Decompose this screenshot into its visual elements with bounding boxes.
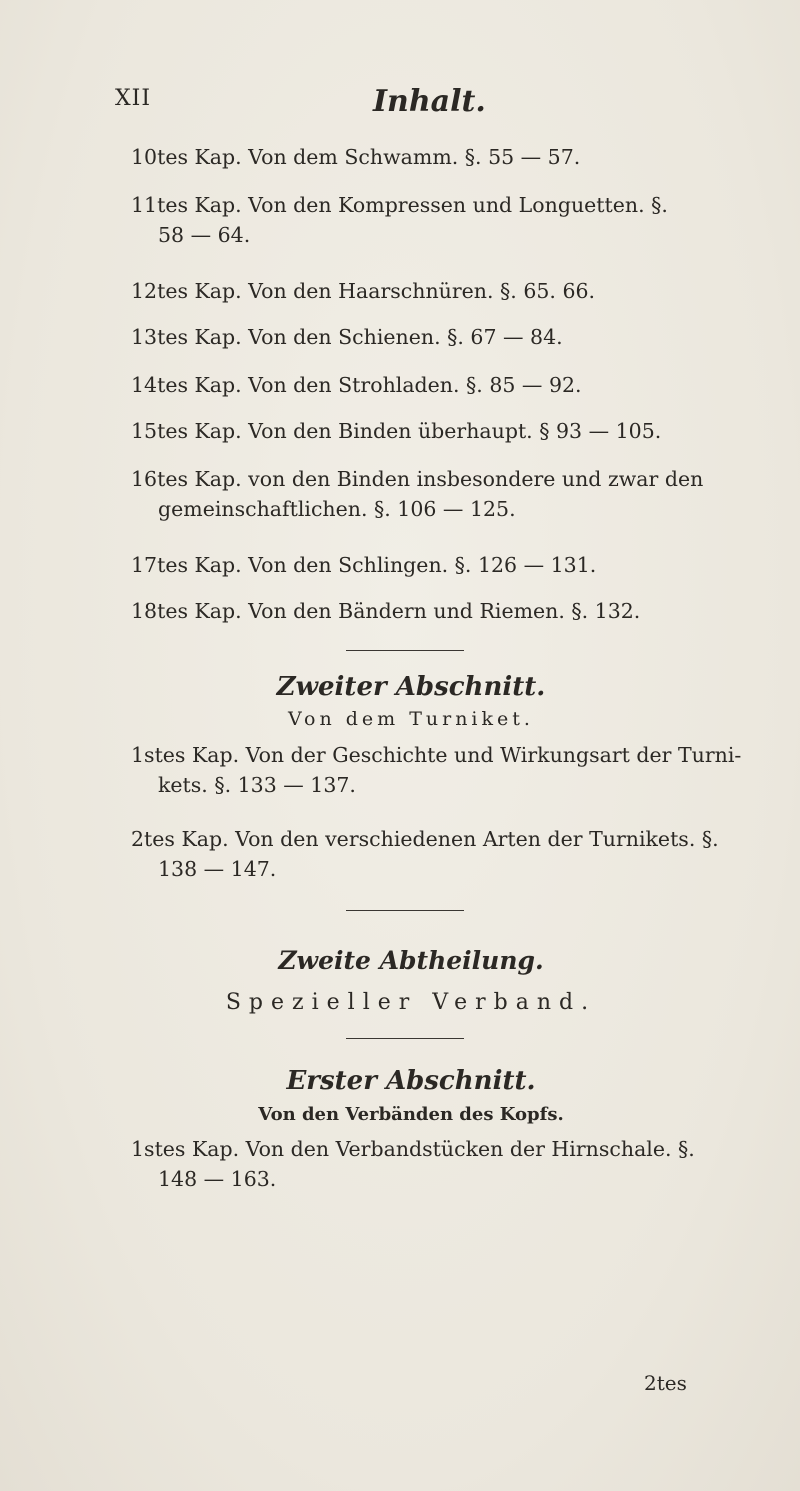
toc-entry: 11tes Kap. Von den Kompressen und Longuetten. §. 58 — 64. [131, 193, 668, 247]
divider-rule [346, 1038, 464, 1039]
division-subheading: Spezieller Verband. [225, 990, 597, 1015]
section-subheading: Von den Verbänden des Kopfs. [258, 1104, 564, 1125]
toc-entry: 16tes Kap. von den Binden insbesondere und zwar den gemeinschaftlichen. §. 106 — 125. [131, 467, 704, 521]
page-header [115, 86, 715, 126]
page-number: XII [115, 86, 152, 111]
running-head: Inhalt. [373, 84, 486, 119]
divider-rule [346, 650, 464, 651]
toc-entry: 1stes Kap. Von den Verbandstücken der Hirnschale. §. 148 — 163. [131, 1137, 695, 1191]
toc-entry: 13tes Kap. Von den Schienen. §. 67 — 84. [131, 325, 563, 349]
toc-entry: 17tes Kap. Von den Schlingen. §. 126 — 131. [131, 553, 597, 577]
catchword: 2tes [644, 1371, 687, 1395]
toc-entry: 12tes Kap. Von den Haarschnüren. §. 65. 66. [131, 279, 596, 303]
divider-rule [346, 910, 464, 911]
toc-entry: 14tes Kap. Von den Strohladen. §. 85 — 92. [131, 373, 582, 397]
section-heading: Erster Abschnitt. [286, 1066, 536, 1096]
section-heading: Zweiter Abschnitt. [276, 672, 546, 702]
division-heading: Zweite Abtheilung. [278, 946, 544, 975]
toc-entry: 2tes Kap. Von den verschiedenen Arten der Turnikets. §. 138 — 147. [131, 827, 719, 881]
toc-entry: 10tes Kap. Von dem Schwamm. §. 55 — 57. [131, 145, 581, 169]
toc-entry: 15tes Kap. Von den Binden überhaupt. § 93 — 105. [131, 419, 662, 443]
toc-entry: 1stes Kap. Von der Geschichte und Wirkungsart der Turni- kets. §. 133 — 137. [131, 743, 742, 797]
section-subheading: Von dem Turniket. [288, 708, 534, 730]
toc-entry: 18tes Kap. Von den Bändern und Riemen. §. 132. [131, 599, 641, 623]
